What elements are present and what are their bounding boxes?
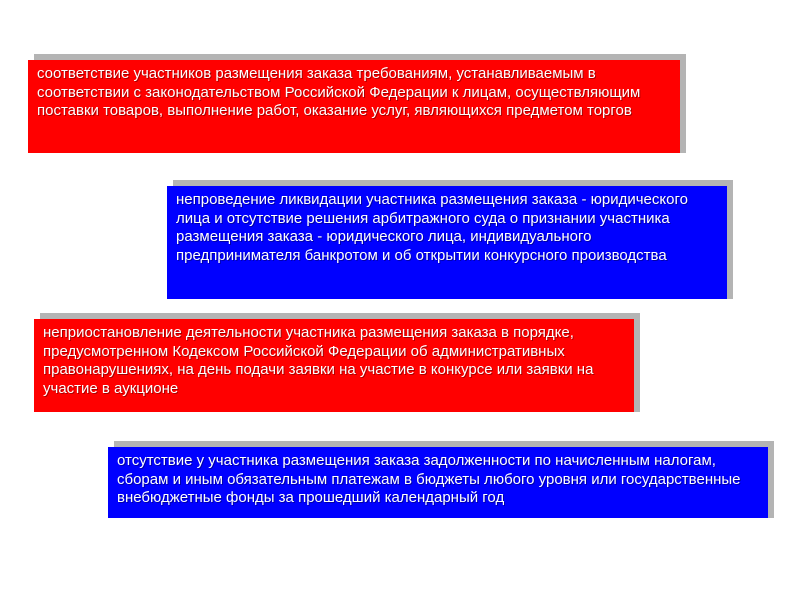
- requirement-text-4: отсутствие у участника размещения заказа задолженности по начисленным налогам, сборам и иным обязательным платежам в бюджеты любого уровня или государственные внебюджетные фонды за прошедший календарный год: [117, 452, 741, 507]
- requirement-block-4: [108, 447, 768, 518]
- requirement-text-1: соответствие участников размещения заказа требованиям, устанавливаемым в соответствии с законодательством Российской Федерации к лицам, осуществляющим поставки товаров, выполнение работ, оказание услуг, являющихся предметом торгов: [37, 65, 641, 120]
- requirement-block-2: [167, 186, 727, 299]
- requirement-block-1: [28, 60, 680, 153]
- requirement-text-2: непроведение ликвидации участника размещения заказа - юридического лица и отсутствие решения арбитражного суда о признании участника размещения заказа - юридического лица, индивидуального предпринимателя банкротом и об открытии конкурсного производства: [176, 191, 688, 264]
- requirement-text-3: неприостановление деятельности участника размещения заказа в порядке, предусмотренном Кодексом Российской Федерации об административных правонарушениях, на день подачи заявки на участие в конкурсе или заявки на участие в аукционе: [43, 324, 594, 397]
- requirement-block-3: [34, 319, 634, 412]
